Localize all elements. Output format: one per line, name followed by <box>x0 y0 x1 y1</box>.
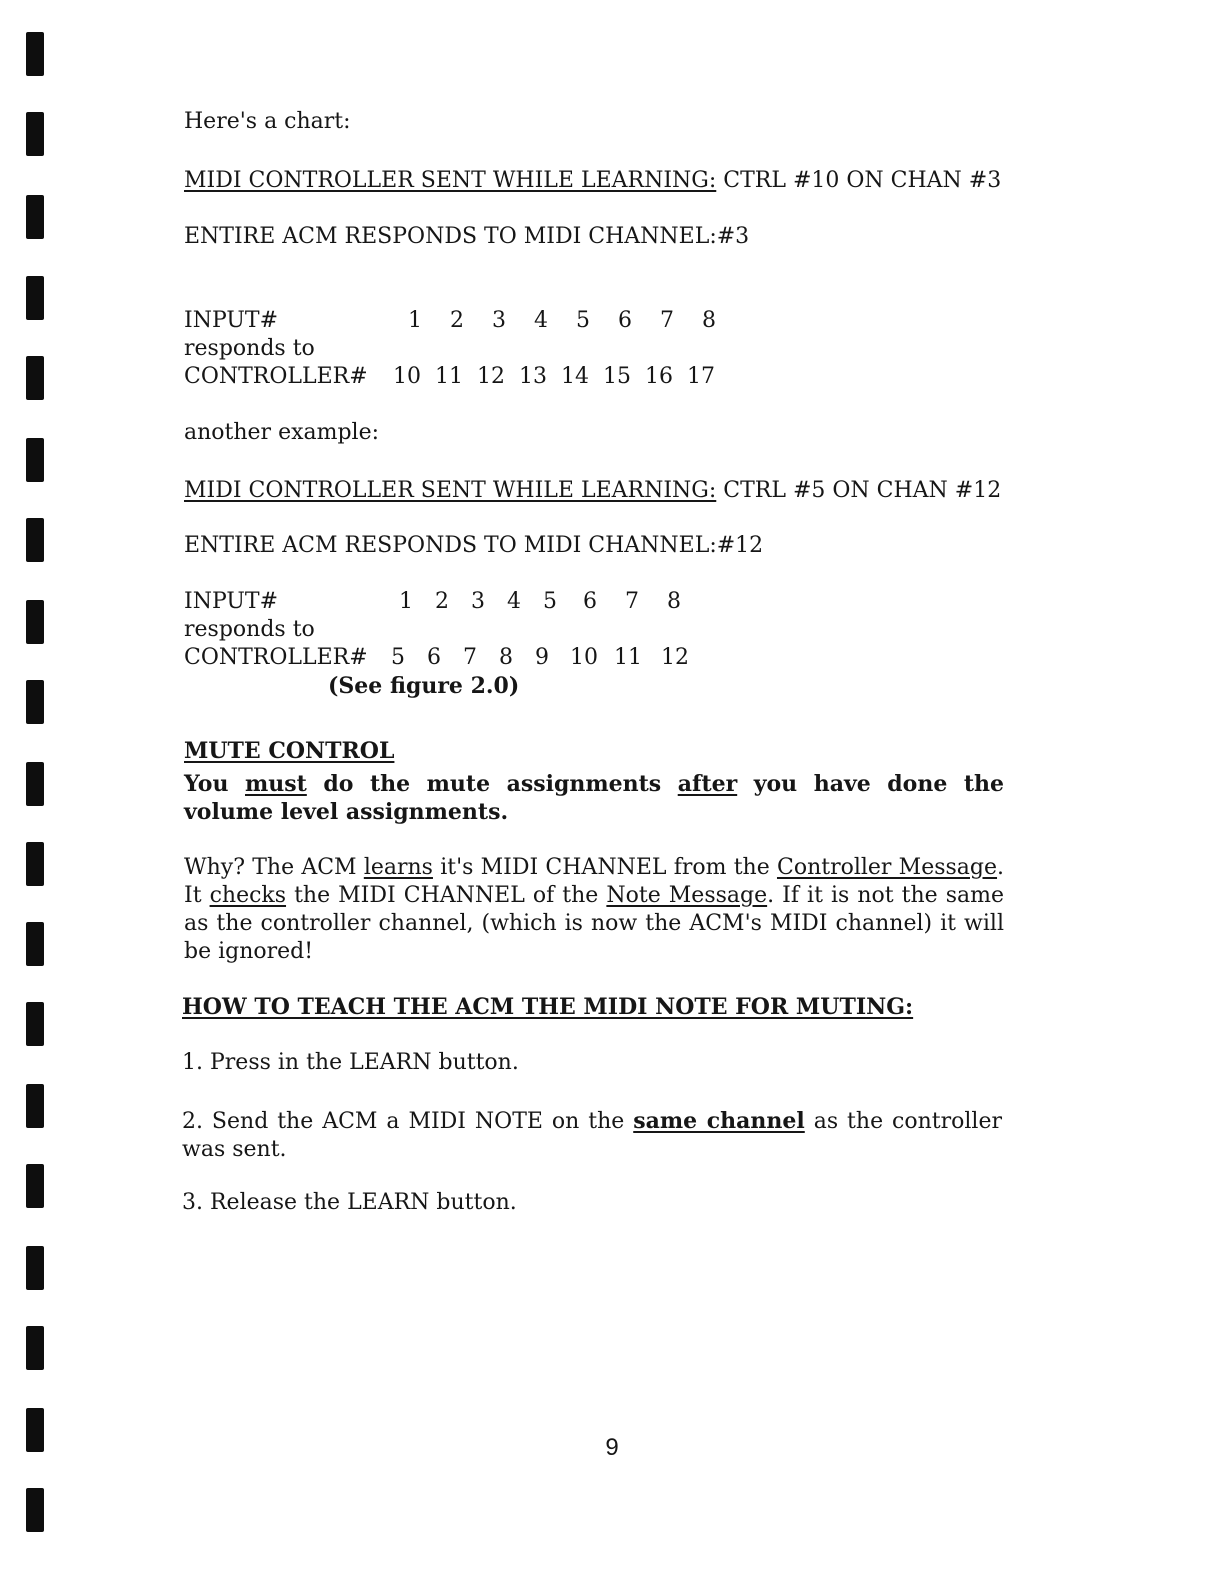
example2-input-cell: 7 <box>625 589 639 614</box>
example2-input-cell: 8 <box>667 589 681 614</box>
example2-controller-cell: 8 <box>499 645 513 670</box>
example1-input-label: INPUT# <box>184 308 279 333</box>
binding-hole <box>26 1002 44 1046</box>
another-example-text: another example: <box>184 420 380 445</box>
howto-step-3: 3. Release the LEARN button. <box>182 1190 517 1215</box>
example2-controller-cell: 11 <box>614 645 642 670</box>
example1-controller-cell: 16 <box>645 364 673 389</box>
mute-warning-must: must <box>245 771 307 797</box>
howto-step-2-text: as the controller was sent. <box>182 1109 1002 1162</box>
why-text: the MIDI CHANNEL of the <box>286 883 607 908</box>
example2-input-row <box>388 588 696 616</box>
mute-warning-text: you have done the volume level assignments. <box>184 771 1004 825</box>
binding-hole <box>26 1164 44 1208</box>
example1-input-cell: 5 <box>576 308 590 333</box>
why-text: . If it is not the same as the controller channel, (which is now the ACM's MIDI channel) it will be ignored! <box>184 883 1004 964</box>
why-text: . It <box>184 855 1005 908</box>
binding-hole <box>26 276 44 320</box>
why-paragraph <box>184 854 1004 966</box>
example2-sent-label: MIDI CONTROLLER SENT WHILE LEARNING: <box>184 478 717 503</box>
why-controller-message: Controller Message <box>776 855 998 880</box>
howto-step-2-same-channel: same channel <box>633 1108 805 1134</box>
example1-controller-row <box>386 363 722 391</box>
howto-step-1: 1. Press in the LEARN button. <box>182 1050 519 1075</box>
why-text: Why? The ACM <box>184 855 364 880</box>
example2-input-cell: 4 <box>507 589 521 614</box>
binding-hole <box>26 1246 44 1290</box>
binding-hole <box>26 1084 44 1128</box>
binding-hole <box>26 1488 44 1532</box>
howto-step-2-text: 2. Send the ACM a MIDI NOTE on the <box>182 1109 634 1134</box>
example1-input-cell: 8 <box>702 308 716 333</box>
example1-controller-cell: 14 <box>561 364 589 389</box>
binding-hole <box>26 842 44 886</box>
example1-sent-value: CTRL #10 ON CHAN #3 <box>723 168 1002 193</box>
example2-input-cell: 2 <box>435 589 449 614</box>
example2-controller-cell: 10 <box>570 645 598 670</box>
example1-controller-label: CONTROLLER# <box>184 364 368 389</box>
mute-control-heading: MUTE CONTROL <box>184 738 395 764</box>
binding-hole <box>26 32 44 76</box>
binding-hole <box>26 518 44 562</box>
binding-hole <box>26 112 44 156</box>
example1-responds-line: ENTIRE ACM RESPONDS TO MIDI CHANNEL:#3 <box>184 224 750 249</box>
example1-controller-cell: 12 <box>477 364 505 389</box>
mute-warning-text: You <box>184 771 245 797</box>
example2-sent-value: CTRL #5 ON CHAN #12 <box>723 478 1002 503</box>
example2-sent-line <box>184 477 1001 505</box>
example1-input-cell: 6 <box>618 308 632 333</box>
example2-controller-cell: 5 <box>391 645 405 670</box>
example1-sent-line <box>184 167 1001 195</box>
example2-responds-label: responds to <box>184 617 315 642</box>
mute-warning-after: after <box>677 771 738 797</box>
binding-hole <box>26 762 44 806</box>
binding-hole <box>26 195 44 239</box>
why-note-message: Note Message <box>606 883 768 908</box>
howto-heading: HOW TO TEACH THE ACM THE MIDI NOTE FOR MUTING: <box>182 994 914 1020</box>
example1-controller-cell: 13 <box>519 364 547 389</box>
example2-input-cell: 5 <box>543 589 557 614</box>
figure-reference: (See figure 2.0) <box>328 673 520 699</box>
example1-input-cell: 3 <box>492 308 506 333</box>
intro-text: Here's a chart: <box>184 109 351 134</box>
howto-step-2 <box>182 1107 1002 1164</box>
example1-controller-cell: 10 <box>393 364 421 389</box>
why-text: it's MIDI CHANNEL from the <box>432 855 777 880</box>
example1-input-cell: 7 <box>660 308 674 333</box>
example1-controller-cell: 11 <box>435 364 463 389</box>
example1-input-cell: 4 <box>534 308 548 333</box>
example2-controller-label: CONTROLLER# <box>184 645 368 670</box>
binding-hole <box>26 922 44 966</box>
binding-hole <box>26 680 44 724</box>
mute-warning-text: do the mute assignments <box>306 771 678 797</box>
binding-hole <box>26 600 44 644</box>
why-checks: checks <box>209 883 287 908</box>
example1-sent-label: MIDI CONTROLLER SENT WHILE LEARNING: <box>184 168 717 193</box>
why-learns: learns <box>363 855 433 880</box>
example1-controller-cell: 15 <box>603 364 631 389</box>
example2-responds-line: ENTIRE ACM RESPONDS TO MIDI CHANNEL:#12 <box>184 533 764 558</box>
example2-controller-cell: 12 <box>661 645 689 670</box>
binding-hole <box>26 1326 44 1370</box>
example2-controller-row <box>380 644 702 672</box>
example2-input-label: INPUT# <box>184 589 279 614</box>
example2-controller-cell: 6 <box>427 645 441 670</box>
binding-hole <box>26 356 44 400</box>
mute-warning <box>184 770 1004 826</box>
example1-responds-label: responds to <box>184 336 315 361</box>
example1-input-cell: 2 <box>450 308 464 333</box>
example2-input-cell: 3 <box>471 589 485 614</box>
example1-controller-cell: 17 <box>687 364 715 389</box>
example2-input-cell: 1 <box>399 589 413 614</box>
example1-input-row <box>394 307 730 335</box>
page-number: 9 <box>605 1434 619 1461</box>
binding-hole <box>26 438 44 482</box>
example2-controller-cell: 7 <box>463 645 477 670</box>
example1-input-cell: 1 <box>408 308 422 333</box>
example2-controller-cell: 9 <box>535 645 549 670</box>
example2-input-cell: 6 <box>583 589 597 614</box>
